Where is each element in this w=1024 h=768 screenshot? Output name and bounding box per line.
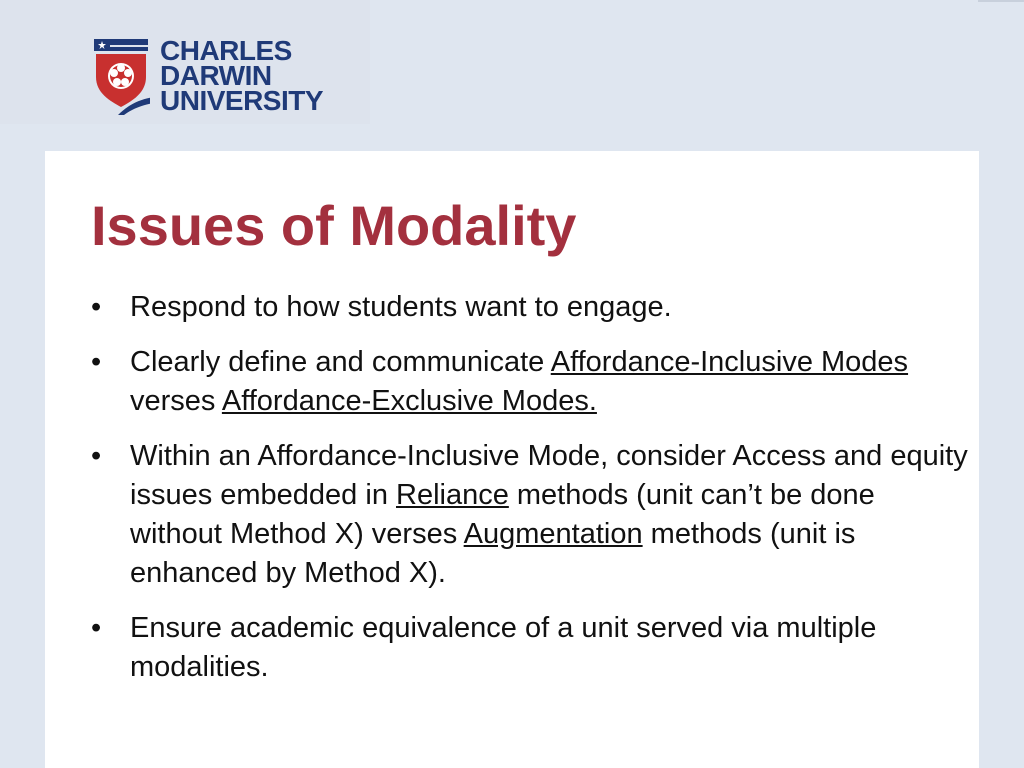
slide-title: Issues of Modality bbox=[91, 194, 577, 257]
top-right-rule bbox=[978, 0, 1024, 2]
logo-line-charles: CHARLES bbox=[160, 35, 292, 66]
underlined-term: Augmentation bbox=[463, 518, 643, 550]
bullet-item bbox=[91, 437, 971, 593]
bullet-item bbox=[91, 609, 971, 687]
underlined-term: Affordance-Exclusive Modes. bbox=[221, 385, 597, 417]
logo-line-university: UNIVERSITY bbox=[160, 85, 324, 116]
bullet-text: Ensure academic equivalence of a unit served via multiple modalities. bbox=[130, 612, 877, 683]
underlined-term: Affordance-Inclusive Modes bbox=[550, 346, 909, 378]
logo-line-darwin: DARWIN bbox=[160, 60, 272, 91]
bullet-text: methods (unit can’t be done without Method X) verses bbox=[130, 479, 875, 550]
bullet-text: Clearly define and communicate bbox=[130, 346, 551, 378]
bullet-dot-icon: • bbox=[91, 346, 102, 378]
logo-wordmark bbox=[160, 35, 324, 116]
crest-icon bbox=[94, 37, 150, 117]
university-logo bbox=[0, 0, 370, 124]
bullet-item bbox=[91, 288, 971, 327]
bullet-dot-icon: • bbox=[91, 612, 102, 644]
bullet-list bbox=[91, 288, 971, 703]
bullet-text: Respond to how students want to engage. bbox=[130, 291, 672, 323]
bullet-dot-icon: • bbox=[91, 291, 102, 323]
bullet-text: Within an Affordance-Inclusive Mode, consider Access and equity issues embedded in bbox=[130, 440, 968, 511]
bullet-item bbox=[91, 343, 971, 421]
slide-content bbox=[45, 151, 979, 768]
underlined-term: Reliance bbox=[396, 479, 509, 511]
bullet-text: verses bbox=[130, 385, 222, 417]
bullet-dot-icon: • bbox=[91, 440, 102, 472]
bullet-text: methods (unit is enhanced by Method X). bbox=[130, 518, 856, 589]
